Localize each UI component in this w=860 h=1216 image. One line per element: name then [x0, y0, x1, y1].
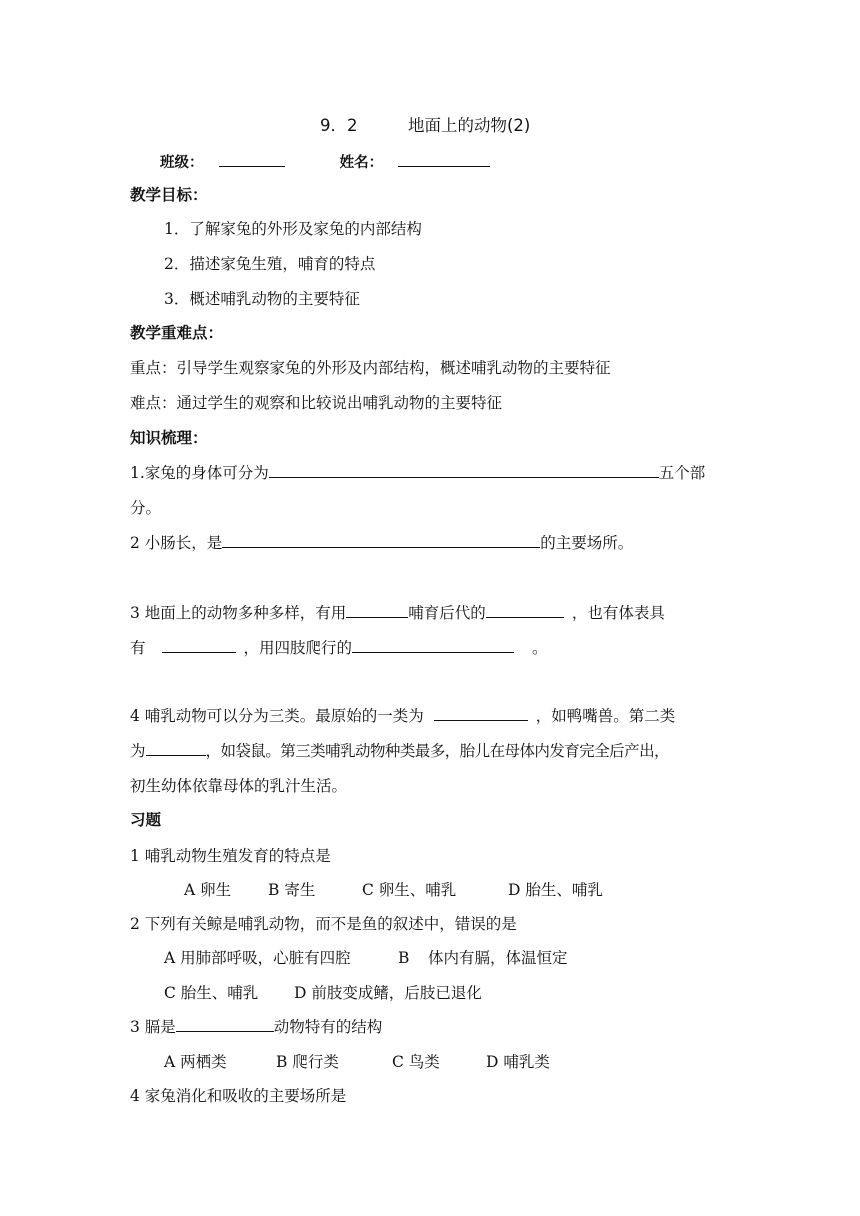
option[interactable]: C 卵生、哺乳: [362, 881, 457, 899]
question-2: [130, 533, 633, 553]
keypoints-heading: 教学重难点：: [130, 323, 224, 342]
question-3: [130, 603, 665, 623]
exercise-1: 1 哺乳动物生殖发育的特点是: [130, 847, 331, 865]
q4-blank-1[interactable]: [434, 706, 528, 721]
question-4-cont: [130, 741, 669, 761]
q2-text: 2 小肠长，是: [130, 534, 223, 552]
q3-blank-4[interactable]: [352, 638, 514, 653]
q3-text: 3 地面上的动物多种多样，有用: [130, 604, 347, 622]
question-1: [130, 463, 705, 483]
q4-text-c: 为: [130, 742, 146, 760]
option[interactable]: B 爬行类: [276, 1053, 339, 1071]
q4-text: 4 哺乳动物可以分为三类。最原始的一类为: [130, 707, 424, 725]
question-4: [130, 706, 675, 726]
goal-item: 3．概述哺乳动物的主要特征: [164, 290, 360, 308]
goal-item: 1．了解家兔的外形及家兔的内部结构: [164, 220, 422, 238]
knowledge-heading: 知识梳理：: [130, 428, 208, 447]
exercise-2: 2 下列有关鲸是哺乳动物，而不是鱼的叙述中，错误的是: [130, 915, 517, 933]
question-1-cont: 分。: [130, 499, 162, 517]
name-blank[interactable]: [398, 152, 490, 167]
q4-text-b: ，如鸭嘴兽。第二类: [535, 707, 676, 725]
difficulty-text: 难点：通过学生的观察和比较说出哺乳动物的主要特征: [130, 394, 503, 412]
q3-blank-3[interactable]: [162, 638, 236, 653]
option-text: 体内有膈，体温恒定: [428, 949, 568, 967]
title-text: 地面上的动物(2): [408, 116, 531, 135]
q1-text: 1.家兔的身体可分为: [130, 464, 269, 482]
name-label: 姓名：: [339, 154, 384, 171]
q3-blank-2[interactable]: [486, 603, 564, 618]
question-3-cont: [130, 638, 548, 658]
q2-blank[interactable]: [222, 533, 540, 548]
option[interactable]: A 卵生: [184, 881, 232, 899]
e3-text: 3 膈是: [130, 1018, 176, 1036]
exercises-heading: 习题: [130, 811, 162, 829]
class-blank[interactable]: [219, 152, 285, 167]
q1-text-end: 五个部: [658, 464, 706, 482]
question-4-cont2: 初生幼体依靠母体的乳汁生活。: [130, 777, 348, 795]
option[interactable]: B 寄生: [268, 881, 316, 899]
q1-blank[interactable]: [269, 463, 659, 478]
q4-blank-2[interactable]: [146, 741, 206, 756]
student-info: [160, 152, 490, 173]
title-number: 9．2: [320, 116, 358, 135]
q3-text-end: ，也有体表具: [571, 604, 665, 622]
e3-text-end: 动物特有的结构: [273, 1018, 383, 1036]
q3-text-d: 有: [130, 639, 146, 657]
q3-text-f: 。: [532, 639, 548, 657]
option[interactable]: A 用肺部呼吸，心脏有四腔: [164, 949, 351, 967]
option[interactable]: C 胎生、哺乳: [164, 984, 259, 1002]
goal-item: 2．描述家兔生殖，哺育的特点: [164, 255, 376, 273]
q4-text-d: ，如袋鼠。第三类哺乳动物种类最多，胎儿在母体内发育完全后产出，: [205, 742, 669, 760]
class-label: 班级：: [160, 154, 204, 171]
focus-text: 重点：引导学生观察家兔的外形及内部结构，概述哺乳动物的主要特征: [130, 359, 611, 377]
option[interactable]: D 哺乳类: [486, 1053, 550, 1071]
q3-text-mid: 哺育后代的: [408, 604, 486, 622]
option[interactable]: C 鸟类: [392, 1053, 440, 1071]
goals-heading: 教学目标：: [130, 185, 208, 204]
option[interactable]: D 胎生、哺乳: [508, 881, 603, 899]
q3-text-e: ，用四肢爬行的: [243, 639, 353, 657]
exercise-3: [130, 1017, 382, 1037]
option[interactable]: A 两栖类: [164, 1053, 227, 1071]
q2-text-end: 的主要场所。: [540, 534, 634, 552]
option[interactable]: D 前肢变成鳍，后肢已退化: [294, 984, 482, 1002]
q3-blank-1[interactable]: [346, 603, 408, 618]
e3-blank[interactable]: [176, 1017, 274, 1032]
option[interactable]: B: [398, 949, 410, 967]
exercise-4: 4 家兔消化和吸收的主要场所是: [130, 1087, 347, 1105]
